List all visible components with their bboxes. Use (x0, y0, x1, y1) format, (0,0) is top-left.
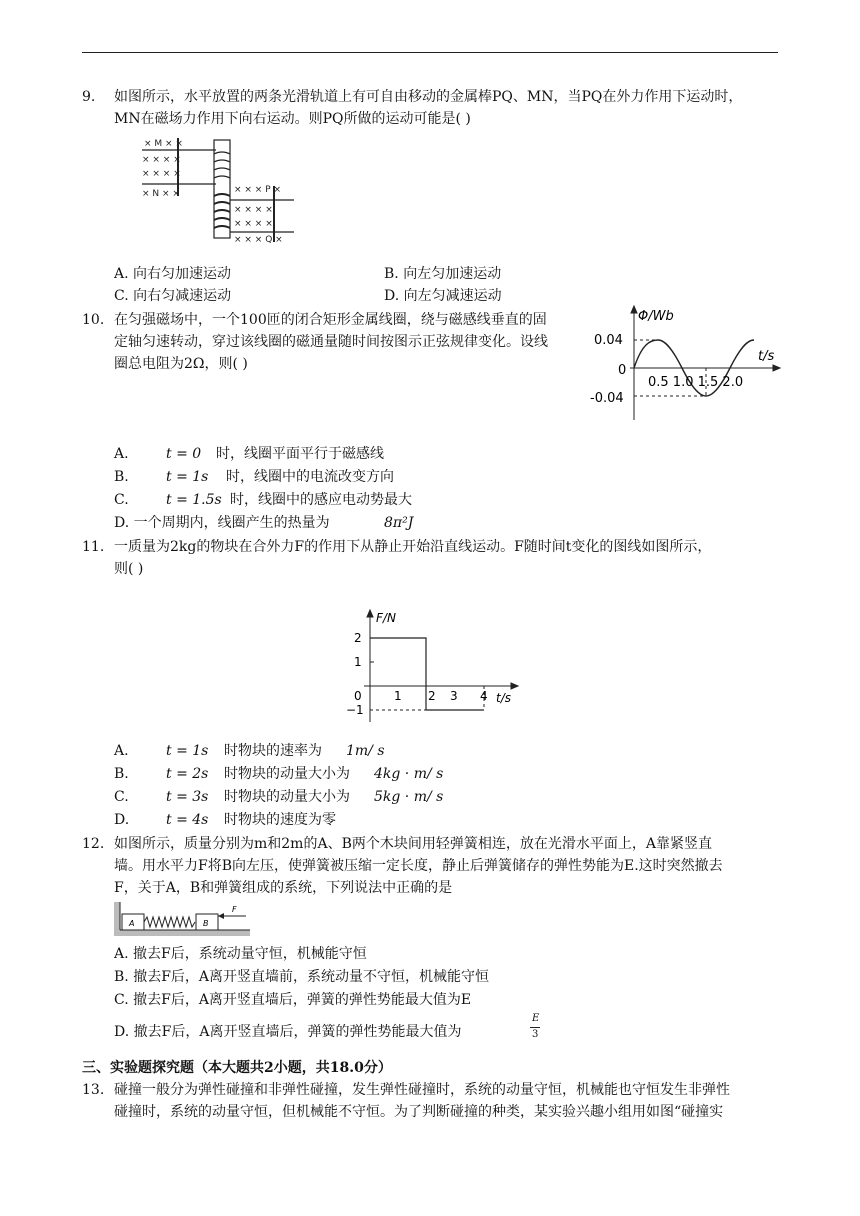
q12-option-d-fraction-bar (530, 1027, 540, 1028)
q11-option-b-value: 4kg · m/ s (374, 766, 444, 782)
q10-y-zero-tick: 0 (618, 363, 627, 378)
q11-y-tick-neg1: −1 (346, 703, 364, 717)
q9-stem-line1: 如图所示，水平放置的两条光滑轨道上有可自由移动的金属棒PQ、MN，当PQ在外力作用下运动时， (114, 89, 743, 105)
q11-number: 11. (82, 539, 105, 555)
q10-option-c-text: 时，线圈中的感应电动势最大 (230, 492, 412, 508)
q12-option-d-denominator: 3 (532, 1029, 539, 1040)
q11-option-b-math: t = 2s (166, 766, 209, 782)
svg-text:× M × ×: × M × × (144, 139, 183, 149)
q10-x-ticks: 0.5 1.0 1.5 2.0 (648, 375, 744, 390)
svg-text:× × × ×: × × × × (234, 205, 273, 215)
q12-stem-line1: 如图所示，质量分别为m和2m的A、B两个木块间用轻弹簧相连，放在光滑水平面上，A靠紧竖直 (114, 836, 712, 852)
svg-text:× × × ×: × × × × (142, 169, 181, 179)
q11-x-tick-2: 2 (428, 689, 436, 703)
q9-option-a[interactable]: A. 向右匀加速运动 (114, 266, 232, 282)
q10-y-axis-label: Φ/Wb (638, 309, 674, 324)
q12-stem-line3: F，关于A，B和弹簧组成的系统，下列说法中正确的是 (114, 880, 453, 896)
q11-x-axis-label: t/s (496, 691, 511, 705)
q10-flux-graph (590, 304, 782, 424)
q11-option-d-math: t = 4s (166, 812, 209, 828)
q11-option-b-text: 时物块的动量大小为 (224, 766, 350, 782)
q12-option-b[interactable]: B. 撤去F后，A离开竖直墙前，系统动量不守恒，机械能守恒 (114, 969, 490, 985)
q9-option-c[interactable]: C. 向右匀减速运动 (114, 288, 232, 304)
svg-text:× × × Q ×: × × × Q × (234, 235, 283, 244)
q11-y-tick-2: 2 (354, 631, 362, 645)
section-3-heading: 三、实验题探究题（本大题共2小题，共18.0分） (82, 1060, 392, 1076)
q11-stem-line1: 一质量为2kg的物块在合外力F的作用下从静止开始沿直线运动。F随时间t变化的图线如图所示， (114, 539, 712, 555)
q10-stem-line1: 在匀强磁场中，一个100匝的闭合矩形金属线圈，绕与磁感线垂直的固 (114, 312, 547, 328)
q12-option-d[interactable]: D. 撤去F后，A离开竖直墙后，弹簧的弹性势能最大值为 (114, 1024, 462, 1040)
q9-option-d[interactable]: D. 向左匀减速运动 (384, 288, 502, 304)
q13-stem-line1: 碰撞一般分为弹性碰撞和非弹性碰撞，发生弹性碰撞时，系统的动量守恒，机械能也守恒发生非弹性 (114, 1082, 730, 1098)
svg-text:× × × ×: × × × × (142, 155, 181, 165)
q11-option-b-label[interactable]: B. (114, 766, 129, 782)
q11-option-c-text: 时物块的动量大小为 (224, 789, 350, 805)
q11-y-tick-1: 1 (354, 655, 362, 669)
q12-block-a-label: A (129, 919, 135, 928)
q9-rails-figure (138, 134, 298, 244)
q11-y-tick-0: 0 (354, 689, 362, 703)
q10-stem-line2: 定轴匀速转动，穿过该线圈的磁通量随时间按图示正弦规律变化。设线 (114, 334, 548, 350)
svg-text:× × × ×: × × × × (234, 219, 273, 229)
q11-y-axis-label: F/N (376, 611, 396, 625)
q10-option-d-math: 8π²J (384, 515, 414, 531)
svg-text:× N × ×: × N × × (142, 189, 180, 199)
q9-number: 9. (82, 89, 96, 105)
q12-stem-line2: 墙。用水平力F将B向左压，使弹簧被压缩一定长度，静止后弹簧储存的弹性势能为E.这时突然撤去 (114, 858, 723, 874)
q10-option-a-text: 时，线圈平面平行于磁感线 (216, 446, 384, 462)
q12-number: 12. (82, 836, 105, 852)
q9-option-b[interactable]: B. 向左匀加速运动 (384, 266, 502, 282)
q11-option-a-value: 1m/ s (346, 743, 385, 759)
q12-block-b-label: B (203, 919, 209, 928)
q11-option-c-label[interactable]: C. (114, 789, 129, 805)
q10-option-b-math: t = 1s (166, 469, 209, 485)
q12-spring-figure (114, 902, 252, 936)
q13-stem-line2: 碰撞时，系统的动量守恒，但机械能不守恒。为了判断碰撞的种类，某实验兴趣小组用如图“碰撞实 (114, 1104, 724, 1120)
q11-x-tick-1: 1 (394, 689, 402, 703)
q11-option-a-math: t = 1s (166, 743, 209, 759)
q11-option-c-value: 5kg · m/ s (374, 789, 444, 805)
q10-option-c-math: t = 1.5s (166, 492, 222, 508)
q10-y-bottom-tick: -0.04 (590, 391, 624, 406)
q12-option-a[interactable]: A. 撤去F后，系统动量守恒，机械能守恒 (114, 946, 367, 962)
q10-number: 10. (82, 312, 105, 328)
q13-number: 13. (82, 1082, 105, 1098)
q11-x-tick-4: 4 (480, 689, 488, 703)
q12-option-c[interactable]: C. 撤去F后，A离开竖直墙后，弹簧的弹性势能最大值为E (114, 992, 472, 1008)
q10-x-axis-label: t/s (758, 349, 775, 364)
q10-y-top-tick: 0.04 (594, 333, 623, 348)
q11-option-c-math: t = 3s (166, 789, 209, 805)
q10-option-d-text[interactable]: D. 一个周期内，线圈产生的热量为 (114, 515, 330, 531)
q11-x-tick-3: 3 (450, 689, 458, 703)
svg-text:× × × P ×: × × × P × (234, 185, 282, 195)
q10-stem-line3: 圈总电阻为2Ω，则( ) (114, 356, 248, 372)
q11-option-a-text: 时物块的速率为 (224, 743, 322, 759)
header-rule (82, 52, 778, 53)
q10-option-a-label[interactable]: A. (114, 446, 129, 462)
q9-stem-line2: MN在磁场力作用下向右运动。则PQ所做的运动可能是( ) (114, 111, 471, 127)
q11-option-d-text: 时物块的速度为零 (224, 812, 336, 828)
q11-option-d-label[interactable]: D. (114, 812, 130, 828)
q12-option-d-numerator: E (532, 1013, 540, 1024)
q11-option-a-label[interactable]: A. (114, 743, 129, 759)
q11-force-graph (340, 608, 520, 726)
q11-stem-line2: 则( ) (114, 561, 144, 577)
q10-option-b-label[interactable]: B. (114, 469, 129, 485)
q10-option-b-text: 时，线圈中的电流改变方向 (226, 469, 394, 485)
q10-option-a-math: t = 0 (166, 446, 202, 462)
q10-option-c-label[interactable]: C. (114, 492, 129, 508)
q12-force-label: F (232, 905, 237, 914)
